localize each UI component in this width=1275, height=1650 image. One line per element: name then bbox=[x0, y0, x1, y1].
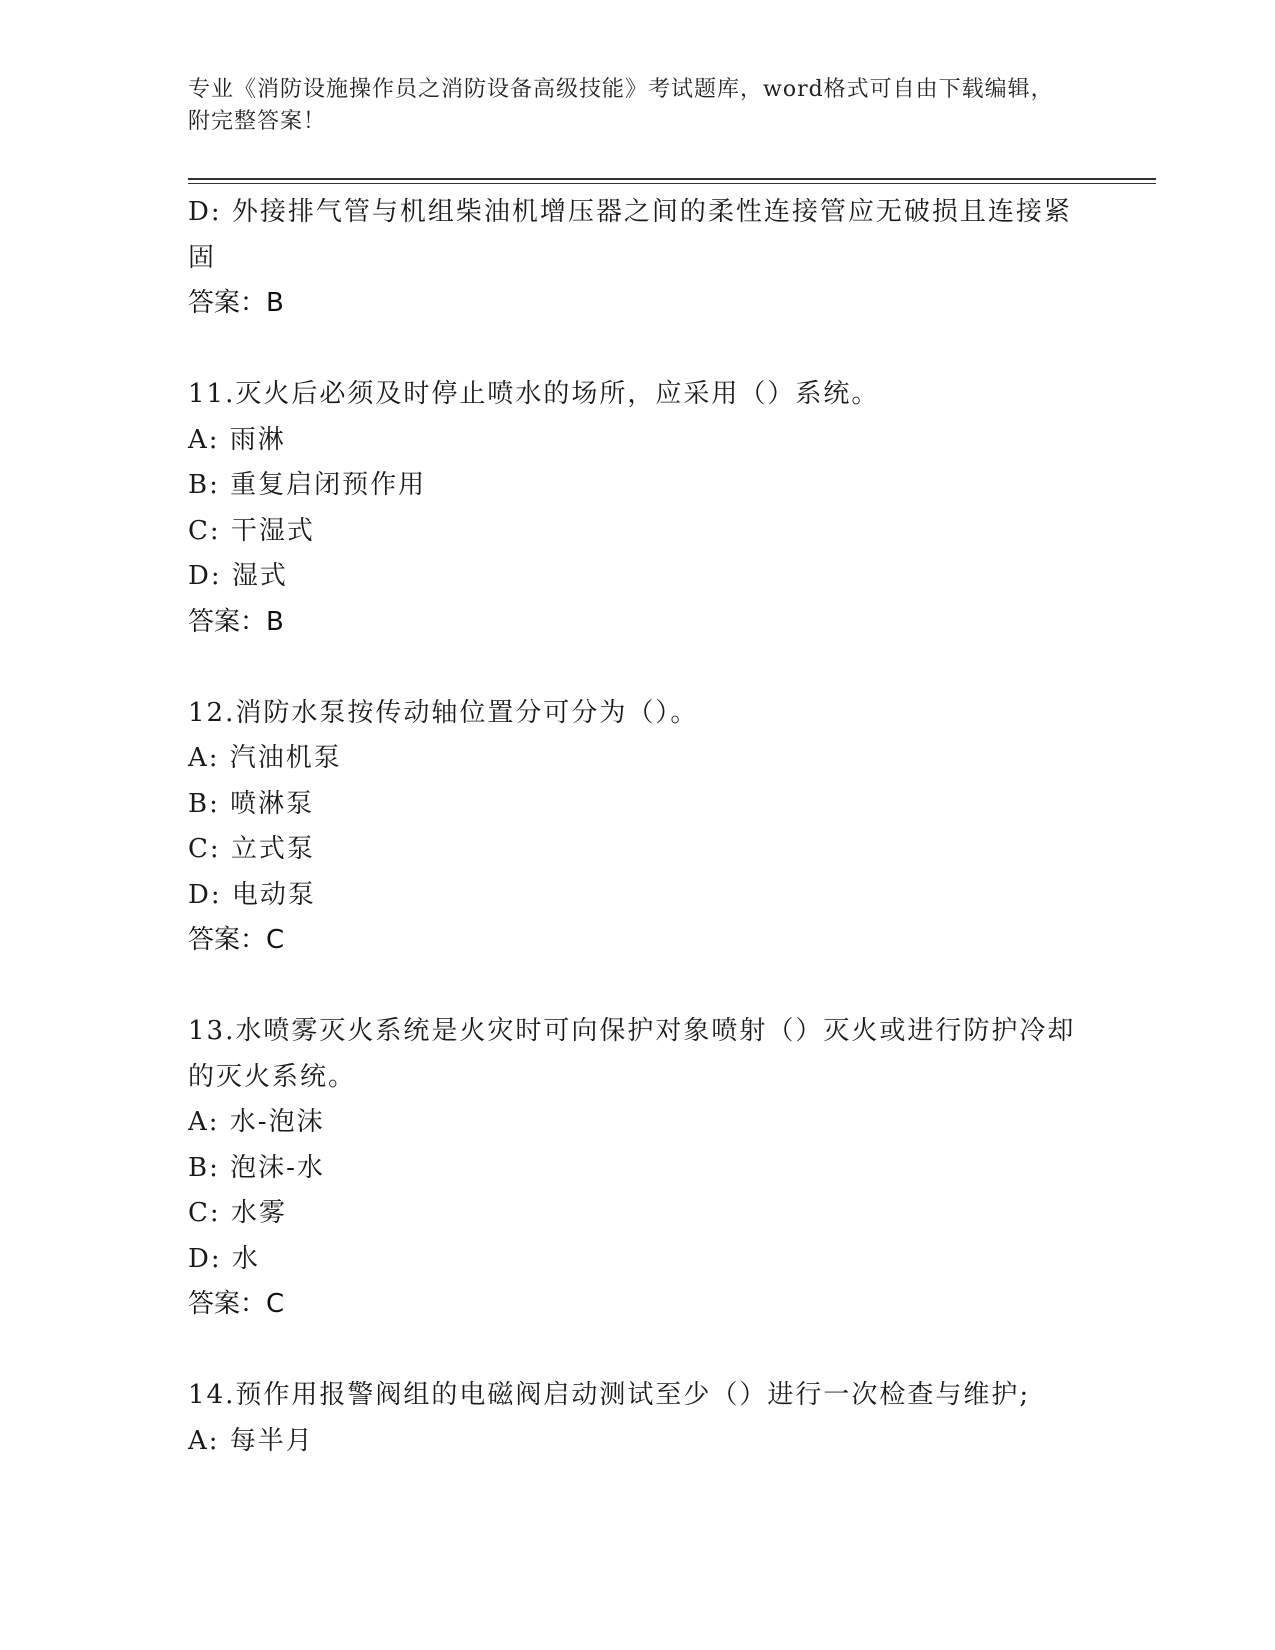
question-stem: 12.消防水泵按传动轴位置分可分为（）。 bbox=[188, 697, 699, 728]
option-a: A: 每半月 bbox=[188, 1425, 314, 1456]
previous-question-fragment bbox=[188, 190, 1088, 327]
header-divider-thin bbox=[188, 183, 1156, 184]
option-b: B: 泡沫-水 bbox=[188, 1152, 325, 1183]
option-b: B: 重复启闭预作用 bbox=[188, 470, 427, 500]
option-c: C: 立式泵 bbox=[188, 834, 315, 864]
question-content bbox=[188, 190, 1088, 1464]
question-12 bbox=[188, 691, 1088, 964]
option-b: B: 喷淋泵 bbox=[188, 788, 315, 819]
option-d: D: 湿式 bbox=[188, 561, 288, 591]
answer-line: 答案：C bbox=[188, 925, 285, 955]
question-11 bbox=[188, 372, 1088, 645]
question-14 bbox=[188, 1373, 1088, 1464]
option-a: A: 雨淋 bbox=[188, 424, 286, 455]
question-13 bbox=[188, 1009, 1088, 1328]
option-d: D: 外接排气管与机组柴油机增压器之间的柔性连接管应无破损且连接紧固 bbox=[188, 197, 1072, 273]
question-stem: 13.水喷雾灭火系统是火灾时可向保护对象喷射（）灭火或进行防护冷却的灭火系统。 bbox=[188, 1016, 1076, 1092]
header-divider-thick bbox=[188, 178, 1156, 180]
option-d: D: 水 bbox=[188, 1243, 260, 1274]
option-c: C: 干湿式 bbox=[188, 515, 315, 546]
answer-line: 答案：C bbox=[188, 1289, 285, 1319]
option-d: D: 电动泵 bbox=[188, 879, 316, 910]
question-stem: 14.预作用报警阀组的电磁阀启动测试至少（）进行一次检查与维护; bbox=[188, 1380, 1031, 1410]
answer-line: 答案：B bbox=[188, 288, 284, 318]
option-c: C: 水雾 bbox=[188, 1198, 287, 1228]
document-header: 专业《消防设施操作员之消防设备高级技能》考试题库，word格式可自由下载编辑，附完整答案！ bbox=[188, 77, 1054, 134]
option-a: A: 水-泡沫 bbox=[188, 1107, 325, 1137]
option-a: A: 汽油机泵 bbox=[188, 743, 342, 773]
answer-line: 答案：B bbox=[188, 606, 284, 637]
question-stem: 11.灭火后必须及时停止喷水的场所，应采用（）系统。 bbox=[188, 379, 880, 409]
